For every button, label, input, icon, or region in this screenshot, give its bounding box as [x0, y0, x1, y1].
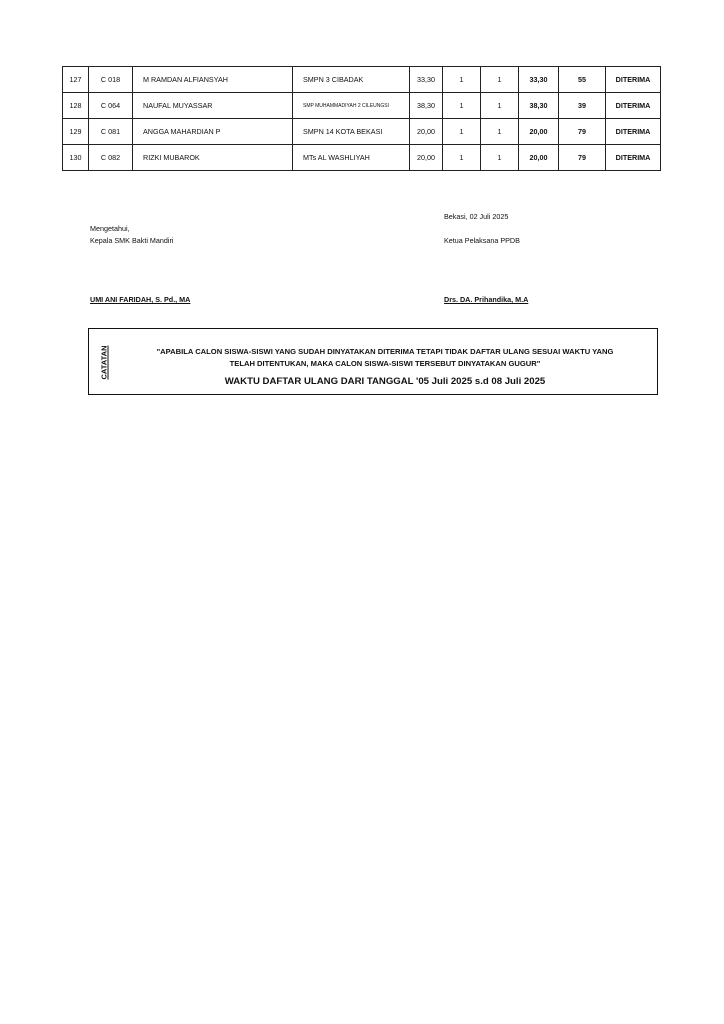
note-label-wrapper — [97, 339, 111, 385]
row-number: 128 — [63, 93, 89, 119]
row-number: 130 — [63, 145, 89, 171]
score: 20,00 — [410, 119, 443, 145]
value-1: 1 — [443, 93, 481, 119]
total-score: 33,30 — [519, 67, 559, 93]
committee-chair-name: Drs. DA. Prihandika, M.A — [444, 295, 529, 304]
status: DITERIMA — [606, 67, 661, 93]
rank: 55 — [559, 67, 606, 93]
row-number: 127 — [63, 67, 89, 93]
value-1: 1 — [443, 119, 481, 145]
committee-chair-title: Ketua Pelaksana PPDB — [444, 236, 520, 245]
registration-code: C 018 — [89, 67, 133, 93]
school-name: MTs AL WASHLIYAH — [293, 145, 410, 171]
principal-name: UMI ANI FARIDAH, S. Pd., MA — [90, 295, 191, 304]
student-name: M RAMDAN ALFIANSYAH — [133, 67, 293, 93]
student-name: NAUFAL MUYASSAR — [133, 93, 293, 119]
status: DITERIMA — [606, 93, 661, 119]
note-text-line-2: TELAH DITENTUKAN, MAKA CALON SISWA-SISWI TERSEBUT DINYATAKAN GUGUR" — [229, 359, 541, 368]
school-name: SMPN 14 KOTA BEKASI — [293, 119, 410, 145]
place-date: Bekasi, 02 Juli 2025 — [444, 212, 509, 221]
note-box — [88, 328, 658, 395]
note-label: CATATAN — [99, 344, 109, 380]
score: 20,00 — [410, 145, 443, 171]
rank: 79 — [559, 145, 606, 171]
registration-code: C 064 — [89, 93, 133, 119]
score: 33,30 — [410, 67, 443, 93]
row-number: 129 — [63, 119, 89, 145]
principal-title: Kepala SMK Bakti Mandiri — [90, 236, 174, 245]
table-row — [63, 119, 661, 145]
table-row — [63, 145, 661, 171]
total-score: 38,30 — [519, 93, 559, 119]
total-score: 20,00 — [519, 145, 559, 171]
student-name: RIZKI MUBAROK — [133, 145, 293, 171]
value-1: 1 — [443, 67, 481, 93]
results-table — [62, 66, 661, 171]
value-2: 1 — [481, 93, 519, 119]
status: DITERIMA — [606, 145, 661, 171]
score: 38,30 — [410, 93, 443, 119]
school-name: SMPN 3 CIBADAK — [293, 67, 410, 93]
registration-code: C 081 — [89, 119, 133, 145]
total-score: 20,00 — [519, 119, 559, 145]
table-row — [63, 93, 661, 119]
note-text-line-1: "APABILA CALON SISWA-SISWI YANG SUDAH DINYATAKAN DITERIMA TETAPI TIDAK DAFTAR ULANG SESUAI WAKTU YANG — [156, 347, 614, 356]
value-1: 1 — [443, 145, 481, 171]
rank: 79 — [559, 119, 606, 145]
status: DITERIMA — [606, 119, 661, 145]
student-name: ANGGA MAHARDIAN P — [133, 119, 293, 145]
value-2: 1 — [481, 145, 519, 171]
acknowledged-label: Mengetahui, — [90, 224, 130, 233]
value-2: 1 — [481, 67, 519, 93]
rank: 39 — [559, 93, 606, 119]
school-name: SMP MUHAMMADIYAH 2 CILEUNGSI — [293, 93, 410, 119]
table-row — [63, 67, 661, 93]
value-2: 1 — [481, 119, 519, 145]
re-registration-period: WAKTU DAFTAR ULANG DARI TANGGAL '05 Juli 2025 s.d 08 Juli 2025 — [224, 376, 546, 387]
registration-code: C 082 — [89, 145, 133, 171]
